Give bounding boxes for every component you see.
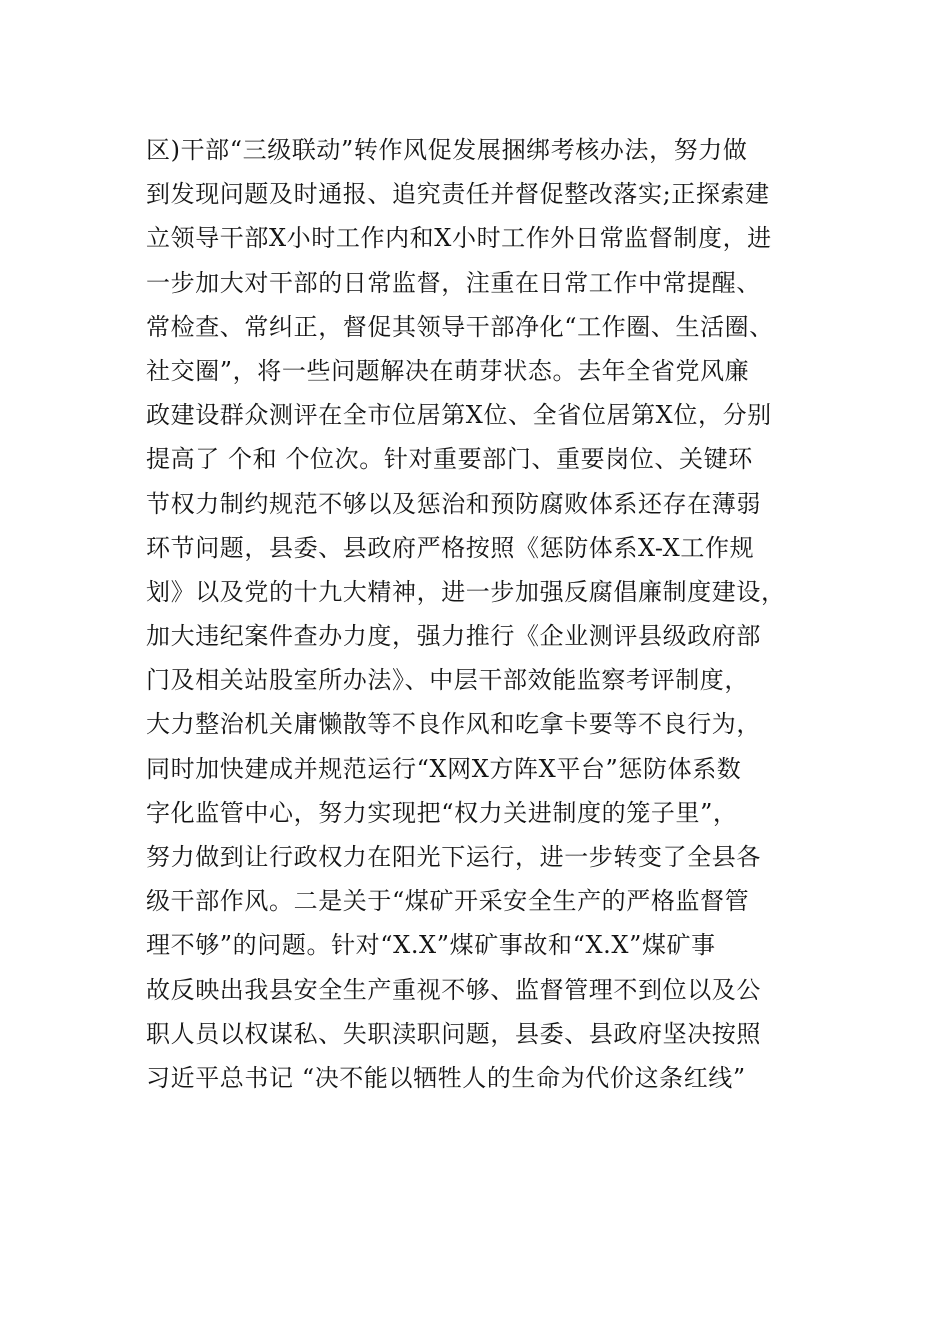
- text-line: 节权力制约规范不够以及惩治和预防腐败体系还存在薄弱: [146, 489, 761, 518]
- text-line: 政建设群众测评在全市位居第X位、全省位居第X位，分别: [146, 401, 772, 430]
- text-line: 到发现问题及时通报、追究责任并督促整改落实;正探索建: [146, 180, 770, 209]
- text-line: 常检查、常纠正，督促其领导干部净化“工作圈、生活圈、: [146, 312, 774, 341]
- text-line: 故反映出我县安全生产重视不够、监督管理不到位以及公: [146, 975, 761, 1004]
- text-line: 一步加大对干部的日常监督，注重在日常工作中常提醒、: [146, 268, 761, 297]
- text-line: 立领导干部X小时工作内和X小时工作外日常监督制度，进: [146, 224, 772, 253]
- text-line: 环节问题，县委、县政府严格按照《惩防体系X-X工作规: [146, 533, 755, 562]
- body-text: [146, 128, 826, 1100]
- text-line: 级干部作风。二是关于“煤矿开采安全生产的严格监督管: [146, 887, 750, 916]
- text-line: 字化监管中心，努力实现把“权力关进制度的笼子里”，: [146, 798, 738, 827]
- text-line: 职人员以权谋私、失职渎职问题，县委、县政府坚决按照: [146, 1019, 761, 1048]
- text-line: 社交圈”，将一些问题解决在萌芽状态。去年全省党风廉: [146, 356, 750, 385]
- text-line: 同时加快建成并规范运行“X网X方阵X平台”惩防体系数: [146, 754, 742, 783]
- text-line: 划》以及党的十九大精神，进一步加强反腐倡廉制度建设，: [146, 577, 786, 606]
- text-line: 门及相关站股室所办法》、中层干部效能监察考评制度，: [146, 666, 749, 695]
- text-line: 加大违纪案件查办力度，强力推行《企业测评县级政府部: [146, 622, 761, 651]
- text-line: 区)干部“三级联动”转作风促发展捆绑考核办法，努力做: [146, 136, 748, 164]
- text-line: 大力整治机关庸懒散等不良作风和吃拿卡要等不良行为，: [146, 710, 761, 739]
- text-line: 习近平总书记 “决不能以牺牲人的生命为代价这条红线”: [146, 1063, 746, 1092]
- text-line: 提高了 个和 个位次。针对重要部门、重要岗位、关键环: [146, 445, 753, 474]
- text-line: 努力做到让行政权力在阳光下运行，进一步转变了全县各: [146, 843, 761, 871]
- text-line: 理不够”的问题。针对“X.X”煤矿事故和“X.X”煤矿事: [146, 931, 716, 960]
